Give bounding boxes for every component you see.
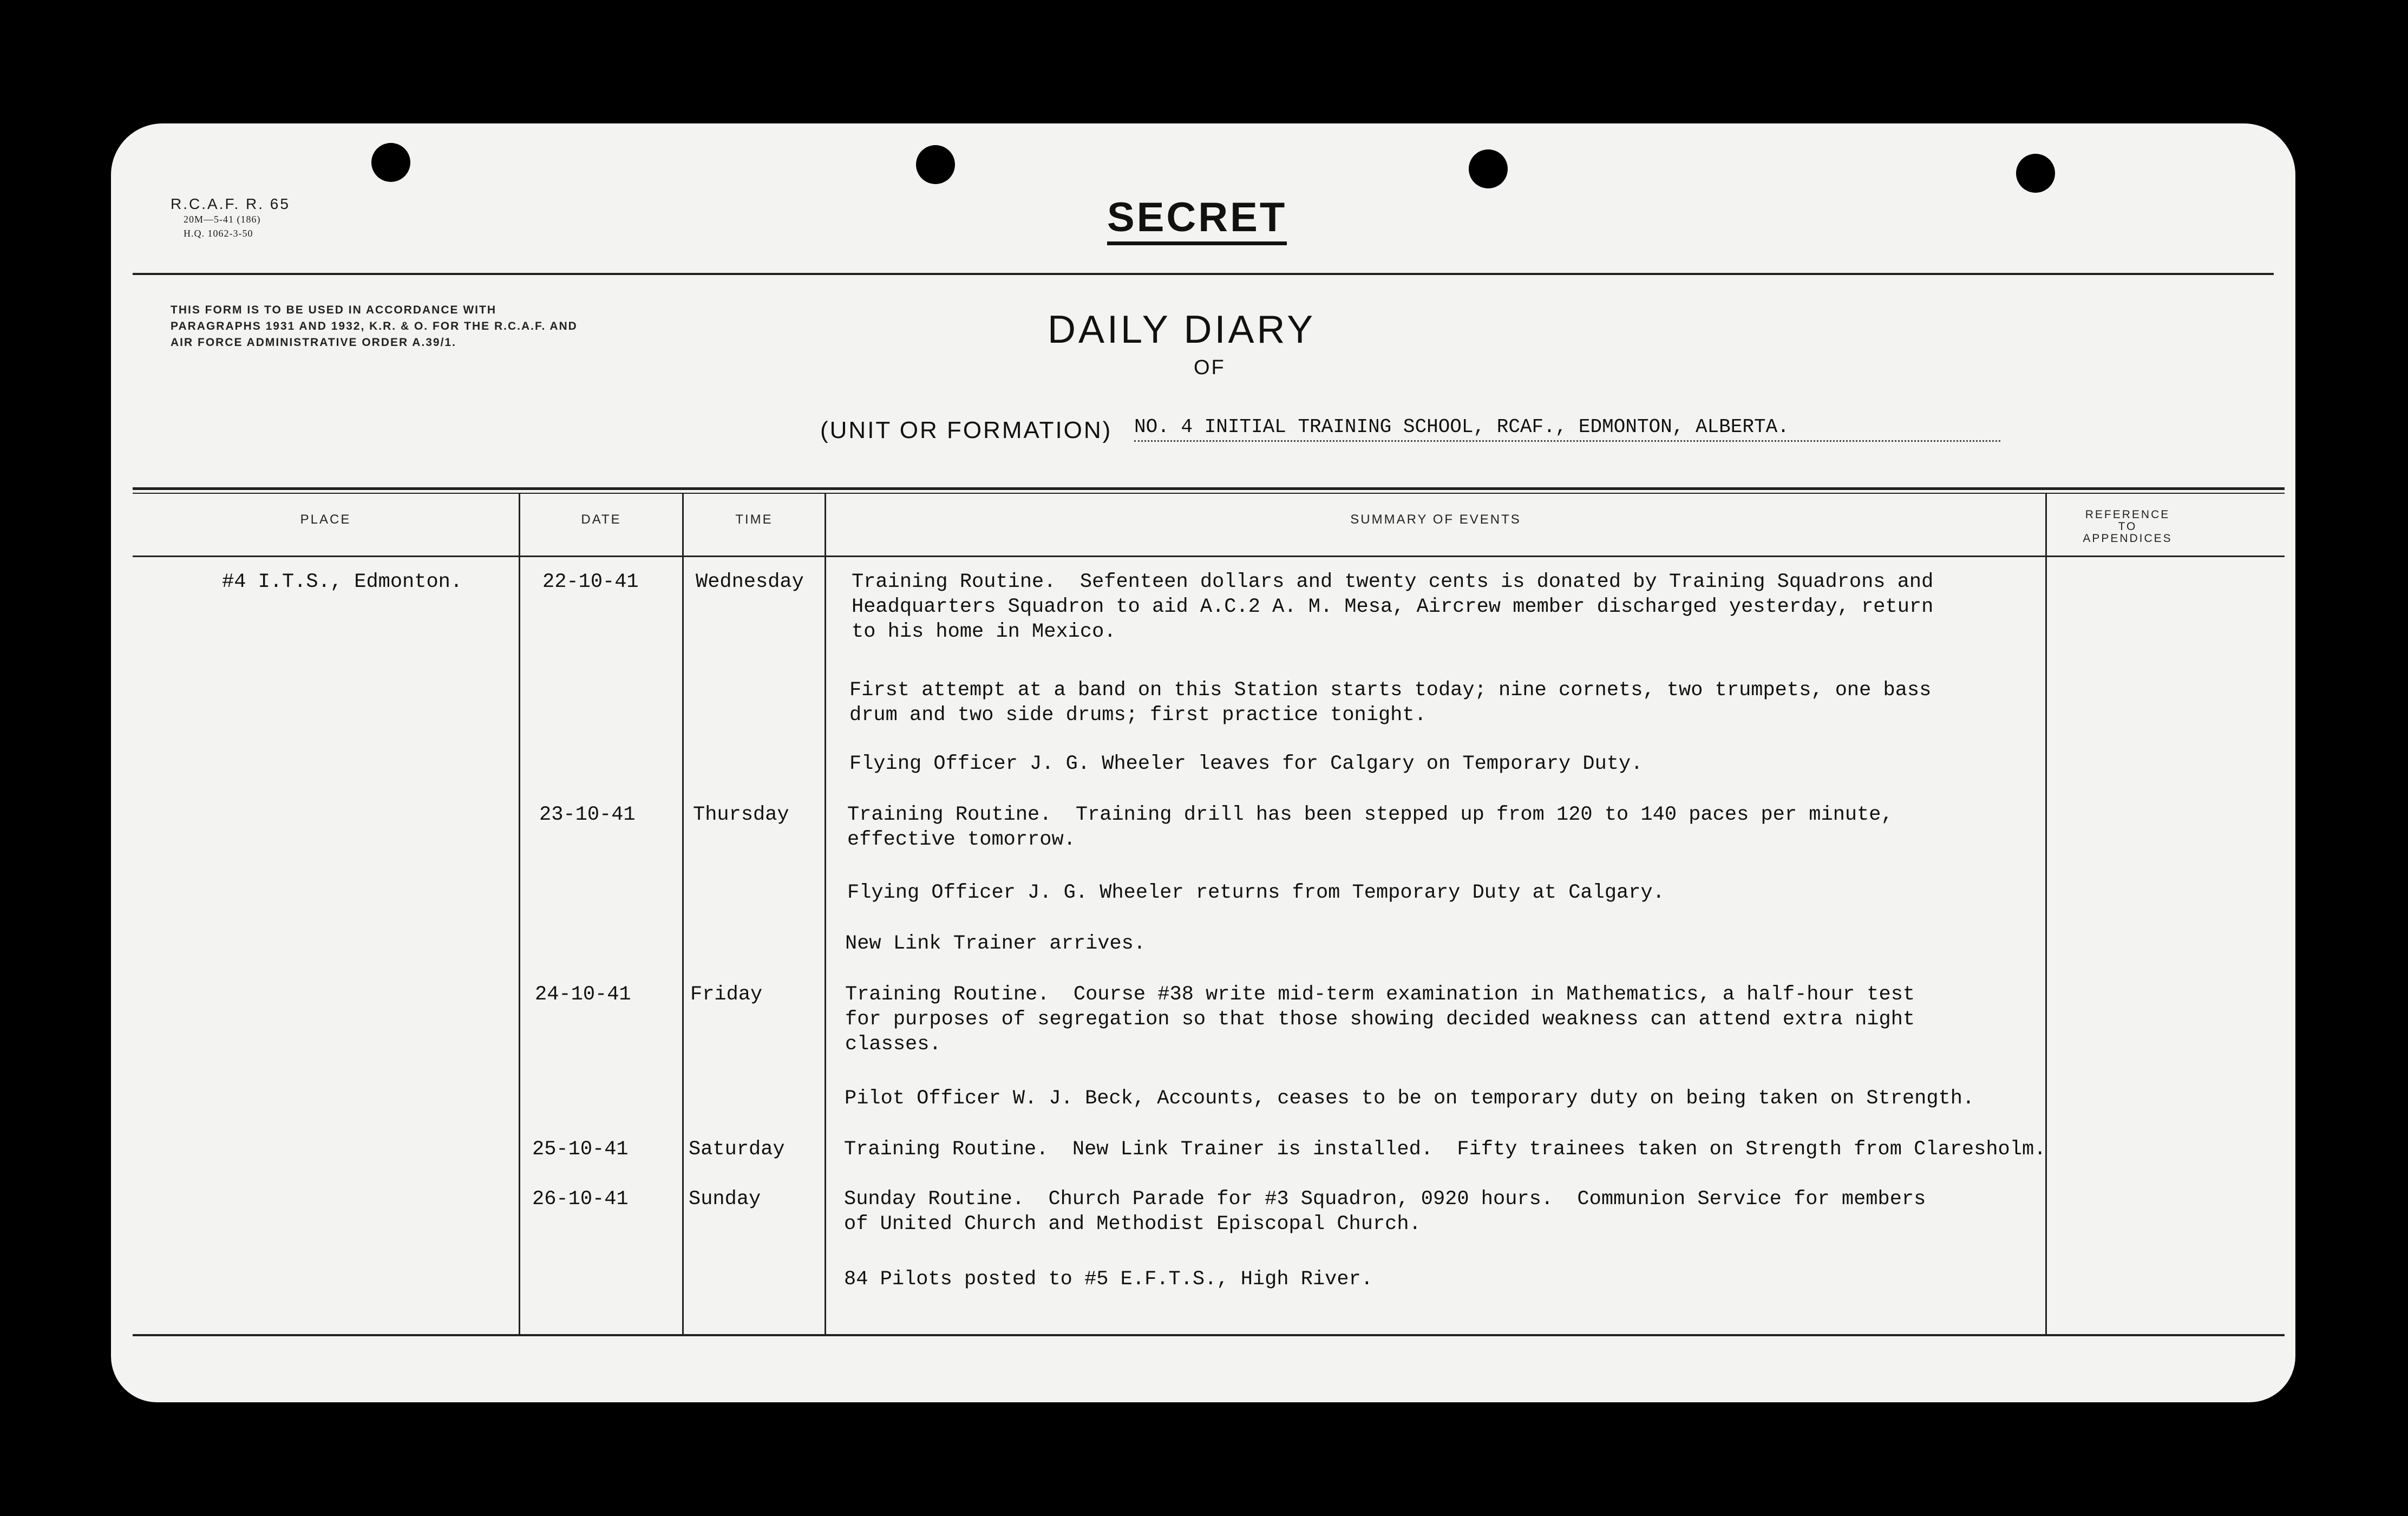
- binder-hole: [2016, 154, 2055, 193]
- column-divider: [825, 493, 826, 1335]
- column-header-place: PLACE: [300, 512, 351, 527]
- summary-entry: 84 Pilots posted to #5 E.F.T.S., High River.: [844, 1268, 1373, 1291]
- day-cell: Friday: [690, 983, 763, 1006]
- binder-hole: [1469, 149, 1508, 188]
- header-row-rule: [133, 556, 2285, 557]
- page-title: DAILY DIARY: [1048, 308, 1316, 351]
- form-code: [171, 196, 290, 240]
- column-header-date: DATE: [581, 512, 621, 527]
- summary-entry: First attempt at a band on this Station starts today; nine cornets, two trumpets, one bass drum and two side drums; first practice tonight.: [849, 679, 1932, 727]
- summary-entry: Training Routine. Sefenteen dollars and twenty cents is donated by Training Squadrons and Headquarters Squadron to aid A.C.2 A. M. Mesa, Aircrew member discharged yesterday, return to his home in Mexico.: [852, 571, 1934, 643]
- column-divider: [2045, 493, 2047, 1335]
- date-cell: 22-10-41: [542, 571, 639, 593]
- diary-card: [111, 123, 2295, 1402]
- summary-entry: Training Routine. Training drill has been stepped up from 120 to 140 paces per minute, effective tomorrow.: [847, 803, 1893, 851]
- column-header-summary: SUMMARY OF EVENTS: [1350, 512, 1521, 527]
- place-cell: #4 I.T.S., Edmonton.: [222, 571, 463, 593]
- day-cell: Saturday: [689, 1138, 785, 1161]
- date-cell: 25-10-41: [532, 1138, 629, 1161]
- date-cell: 23-10-41: [539, 803, 636, 826]
- table-bottom-rule: [133, 1334, 2285, 1336]
- title-of: OF: [1194, 356, 1226, 379]
- header-divider: [133, 273, 2274, 275]
- column-header-time: TIME: [735, 512, 773, 527]
- summary-entry: Flying Officer J. G. Wheeler returns from Temporary Duty at Calgary.: [847, 881, 1665, 904]
- form-print-run: 20M—5-41 (186): [184, 214, 261, 225]
- table-top-rule-2: [133, 493, 2285, 494]
- day-cell: Thursday: [693, 803, 789, 826]
- form-number: R.C.A.F. R. 65: [171, 195, 290, 212]
- summary-entry: Flying Officer J. G. Wheeler leaves for Calgary on Temporary Duty.: [849, 753, 1643, 775]
- summary-entry: Pilot Officer W. J. Beck, Accounts, ceases to be on temporary duty on being taken on Strength.: [845, 1087, 1975, 1110]
- day-cell: Sunday: [689, 1188, 761, 1211]
- day-cell: Wednesday: [696, 571, 804, 593]
- unit-label: (UNIT OR FORMATION): [820, 417, 1113, 443]
- column-header-reference: REFERENCE TO APPENDICES: [2083, 508, 2173, 545]
- column-divider: [682, 493, 684, 1335]
- binder-hole: [916, 145, 955, 184]
- summary-entry: New Link Trainer arrives.: [845, 932, 1146, 955]
- form-instructions: THIS FORM IS TO BE USED IN ACCORDANCE WITH PARAGRAPHS 1931 AND 1932, K.R. & O. FOR THE R.C.A.F. AND AIR FORCE ADMINISTRATIVE ORDER A.39/1.: [171, 304, 578, 349]
- unit-value: NO. 4 INITIAL TRAINING SCHOOL, RCAF., EDMONTON, ALBERTA.: [1134, 416, 2000, 442]
- binder-hole: [371, 143, 410, 182]
- column-divider: [519, 493, 520, 1335]
- summary-entry: Training Routine. New Link Trainer is installed. Fifty trainees taken on Strength from Claresholm.: [844, 1138, 2046, 1161]
- table-top-rule: [133, 487, 2285, 490]
- classification-stamp: SECRET: [1107, 194, 1287, 245]
- form-hq-number: H.Q. 1062-3-50: [184, 228, 253, 239]
- summary-entry: Sunday Routine. Church Parade for #3 Squadron, 0920 hours. Communion Service for members of United Church and Methodist Episcopal Church.: [844, 1188, 1926, 1236]
- date-cell: 26-10-41: [532, 1188, 629, 1211]
- date-cell: 24-10-41: [535, 983, 631, 1006]
- summary-entry: Training Routine. Course #38 write mid-term examination in Mathematics, a half-hour test for purposes of segregation so that those showing decided weakness can attend extra night classes.: [845, 983, 1915, 1056]
